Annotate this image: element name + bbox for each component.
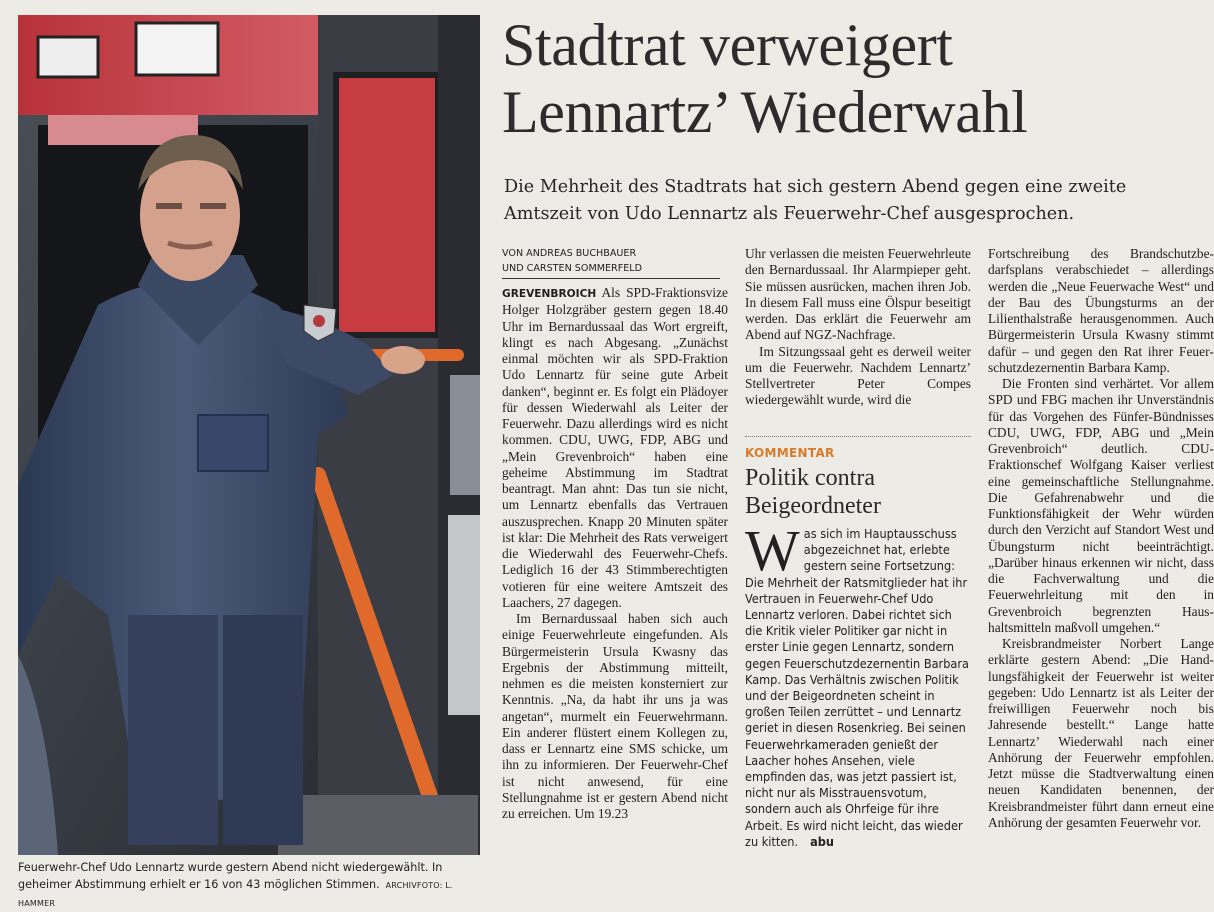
headline-line-1: Stadtrat verweigert — [502, 12, 953, 78]
commentary-title-line-2: Beigeordneter — [745, 493, 881, 519]
commentary-author: abu — [810, 833, 834, 849]
commentary-box — [745, 436, 971, 897]
paragraph: Die Fronten sind verhärtet. Vor allem SPD und FBG machen ihr Unverständnis für das Vorgehen des Fünfer-Bündnisses CDU, UWG, FDP, ABG und „Mein Grevenbroich“ deutlich. CDU-Fraktionschef Wolfgang Kaiser verliest eine gemeinschaftliche Stellungnahme. Die Gefahrenabwehr und die Funktionsfähigkeit der Wehr würden durch den Verzicht auf Standort West und Übungsturm nicht beeinträchtigt. „Darüber hinaus erkennen wir nicht, dass die Fachverwaltung und die Feuerwehrleitung mit den in Grevenbroich begrenzten Haushaltsmitteln maßvoll umgehen.“ — [988, 376, 1214, 635]
commentary-label: KOMMENTAR — [745, 446, 835, 460]
paragraph: Kreisbrandmeister Norbert Lange erklärte gestern Abend: „Die Handlungsfähigkeit der Feuerwehr ist weiter gegeben: Udo Lennartz ist als Leiter der freiwilligen Feuerwehr noch bis Jahresende bestellt.“ Lange hatte Lennartz’ Wiederwahl nach einer Anhörung der Feuerwehr empfohlen. Jetzt müsse die Stadtverwaltung einen neuen Kandidaten benennen, der Kreisbrandmeister führt dann erneut eine Anhörung der gesamten Feuerwehr vor. — [988, 636, 1214, 830]
paragraph: Im Bernardussaal haben sich auch einige Feuerwehrleute eingefunden. Als Bürgermeisterin Ursula Kwasny das Ergebnis der Abstimmung mitteilt, nehmen es die meisten konsterniert zur Kenntnis. „Na, da habt ihr uns ja was angetan“, murmelt ein Feuerwehrmann. Ein anderer flüstert einem Kollegen zu, dass er Lennartz eine SMS schicke, um ihn zu informieren. Der Feuerwehr-Chef ist nicht anwesend, für eine Stellungnahme ist er gestern Abend nicht zu erreichen. Um 19.23 — [502, 611, 728, 821]
paragraph — [502, 285, 728, 611]
subheadline: Die Mehrheit des Stadtrats hat sich gestern Abend gegen eine zweite Amtszeit von Udo Lennartz als Feuerwehr-Chef ausgesprochen. — [504, 177, 1127, 224]
photo-caption — [18, 859, 488, 912]
paragraph-text: Als SPD-Fraktionsvize Holger Holzgräber gestern gegen 18.40 Uhr im Bernardussaal das Wort ergreift, klingt es nach Abgesang. „Zunächst einmal möchten wir als SPD-Fraktion Udo Lennartz für seine gute Arbeit danken“, beginnt er. Es folgt ein Plädoyer für dessen Wiederwahl als Leiter der Feuerwehr. Dazu allerdings wird es nicht kommen. CDU, UWG, FDP, ABG und „Mein Grevenbroich“ haben eine geheime Abstimmung im Stadtrat beantragt. Man ahnt: Das tun sie nicht, um Lennartz ebenfalls das Vertrauen auszusprechen. Knapp 20 Minuten später ist klar: Die Mehrheit des Rats verweigert die Wiederwahl des Feuerwehr-Chefs. Lediglich 16 der 43 Stimmberechtigten votieren für eine weitere Amtszeit des Laachers, 27 dagegen. — [502, 285, 728, 610]
paragraph: Fortschreibung des Brandschutzbedarfsplans verabschiedet – allerdings werden die „Neue Feuerwache West“ und der Bau des Übungsturms an der Lilienthalstraße herausgenommen. Auch Bürgermeisterin Ursula Kwasny stimmt dafür – und gegen den Rat ihrer Feuerschutzdezernentin Barbara Kamp. — [988, 246, 1214, 375]
article-photo — [18, 15, 480, 855]
commentary-body — [745, 518, 971, 850]
byline-line-2: UND CARSTEN SOMMERFELD — [502, 263, 643, 274]
drop-cap: W — [745, 518, 800, 583]
paragraph: Im Sitzungssaal geht es derweil weiter um die Feuerwehr. Nachdem Lennartz’ Stellvertreter Peter Compes wiedergewählt wurde, wird die — [745, 343, 971, 408]
commentary-title — [745, 464, 971, 520]
article-column-3 — [988, 246, 1214, 896]
paragraph: Uhr verlassen die meisten Feuerwehrleute den Bernardussaal. Ihr Alarmpieper geht. Sie müssen ausrücken, machen ihren Job. In diesem Fall muss eine Ölspur beseitigt werden. Das erklärt die Feuerwehr am Abend auf NGZ-Nachfrage. — [745, 246, 971, 343]
byline — [502, 246, 720, 279]
headline — [502, 12, 1202, 146]
byline-line-1: VON ANDREAS BUCHBAUER — [502, 248, 637, 259]
headline-line-2: Lennartz’ Wiederwahl — [502, 79, 1028, 145]
commentary-text: as sich im Hauptausschuss abgezeichnet hat, erlebte gestern seine Fortsetzung: Die Mehrheit der Ratsmitglieder hat ihr Vertrauen in Feuerwehr-Chef Udo Lennartz verloren. Dabei richtet sich die Kritik vieler Politiker gar nicht in erster Linie gegen Lennartz, sondern gegen Feuerschutzdezernentin Barbara Kamp. Das Verhältnis zwischen Politik und der Beigeordneten scheint in großen Teilen zerrüttet – und Lennartz geriet in diesen Rosenkrieg. Bei seinen Feuerwehrkameraden genießt der Laacher hohes Ansehen, viele empfinden das, was jetzt passiert ist, nicht nur als Misstrauensvotum, sondern auch als Ohrfeige für ihre Arbeit. Es wird nicht leicht, das wieder zu kitten. — [745, 526, 969, 849]
commentary-title-line-1: Politik contra — [745, 465, 875, 491]
article-column-1 — [502, 246, 728, 896]
dateline: GREVENBROICH — [502, 288, 597, 300]
caption-text: Feuerwehr-Chef Udo Lennartz wurde gestern Abend nicht wiedergewählt. In geheimer Abstimmung erhielt er 16 von 43 möglichen Stimmen. — [18, 861, 443, 891]
firefighter-photo-illustration — [18, 15, 480, 855]
photo-credit: ARCHIVFOTO: L. HAMMER — [18, 881, 453, 908]
